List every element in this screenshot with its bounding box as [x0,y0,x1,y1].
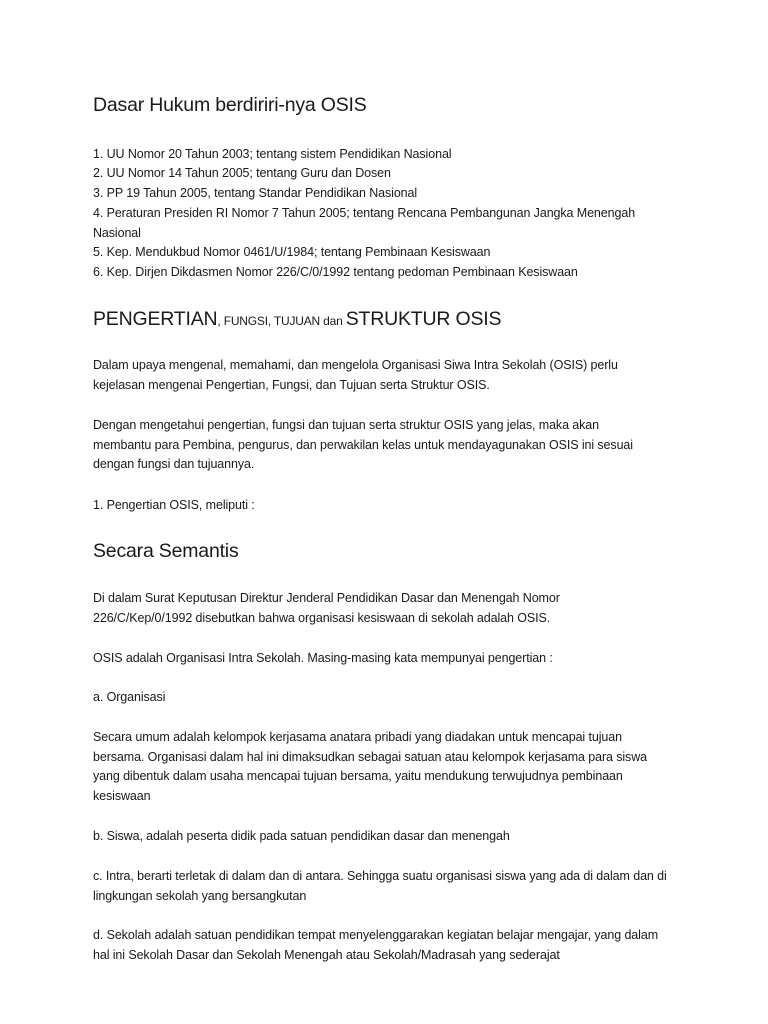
list-item: 3. PP 19 Tahun 2005, tentang Standar Pendidikan Nasional [93,186,418,200]
paragraph: Di dalam Surat Keputusan Direktur Jenderal Pendidikan Dasar dan Menengah Nomor 226/C/Kep/0/1992 disebutkan bahwa organisasi kesiswaan di sekolah adalah OSIS. [93,591,560,625]
paragraph: Dengan mengetahui pengertian, fungsi dan tujuan serta struktur OSIS yang jelas, maka akan membantu para Pembina, pengurus, dan perwakilan kelas untuk mendayagunakan OSIS ini sesuai dengan fungsi dan tujuannya. [93,418,633,471]
list-item: 1. UU Nomor 20 Tahun 2003; tentang sistem Pendidikan Nasional [93,147,452,161]
paragraph: 1. Pengertian OSIS, meliputi : [93,498,255,512]
heading-secara-semantis: Secara Semantis [93,540,239,562]
paragraph: Secara umum adalah kelompok kerjasama anatara pribadi yang diadakan untuk mencapai tujuan bersama. Organisasi dalam hal ini dimaksudkan sebagai satuan atau kelompok kerjasama para siswa yang dibentuk dalam usaha mencapai tujuan bersama, yaitu mendukung terwujudnya pembinaan kesiswaan [93,730,647,803]
list-item: 4. Peraturan Presiden RI Nomor 7 Tahun 2005; tentang Rencana Pembangunan Jangka Menengah Nasional [93,206,636,240]
heading-pengertian-part3: STRUKTUR OSIS [345,308,502,330]
heading-pengertian-part2: , FUNGSI, TUJUAN dan [217,314,346,328]
list-item: 2. UU Nomor 14 Tahun 2005; tentang Guru dan Dosen [93,166,391,180]
paragraph: a. Organisasi [93,690,166,704]
paragraph: c. Intra, berarti terletak di dalam dan di antara. Sehingga suatu organisasi siswa yang ada di dalam dan di lingkungan sekolah yang bersangkutan [93,869,667,903]
paragraph: b. Siswa, adalah peserta didik pada satuan pendidikan dasar dan menengah [93,829,510,843]
list-item: 6. Kep. Dirjen Dikdasmen Nomor 226/C/0/1992 tentang pedoman Pembinaan Kesiswaan [93,265,578,279]
heading-pengertian [93,308,501,331]
paragraph: Dalam upaya mengenal, memahami, dan mengelola Organisasi Siwa Intra Sekolah (OSIS) perlu kejelasan mengenai Pengertian, Fungsi, dan Tujuan serta Struktur OSIS. [93,358,618,392]
paragraph: d. Sekolah adalah satuan pendidikan tempat menyelenggarakan kegiatan belajar mengajar, yang dalam hal ini Sekolah Dasar dan Sekolah Menengah atau Sekolah/Madrasah yang sederajat [93,928,659,962]
heading-dasar-hukum: Dasar Hukum berdiriri-nya OSIS [93,94,367,116]
paragraph: OSIS adalah Organisasi Intra Sekolah. Masing-masing kata mempunyai pengertian : [93,651,553,665]
list-item: 5. Kep. Mendukbud Nomor 0461/U/1984; tentang Pembinaan Kesiswaan [93,245,491,259]
heading-pengertian-part1: PENGERTIAN [93,308,218,330]
